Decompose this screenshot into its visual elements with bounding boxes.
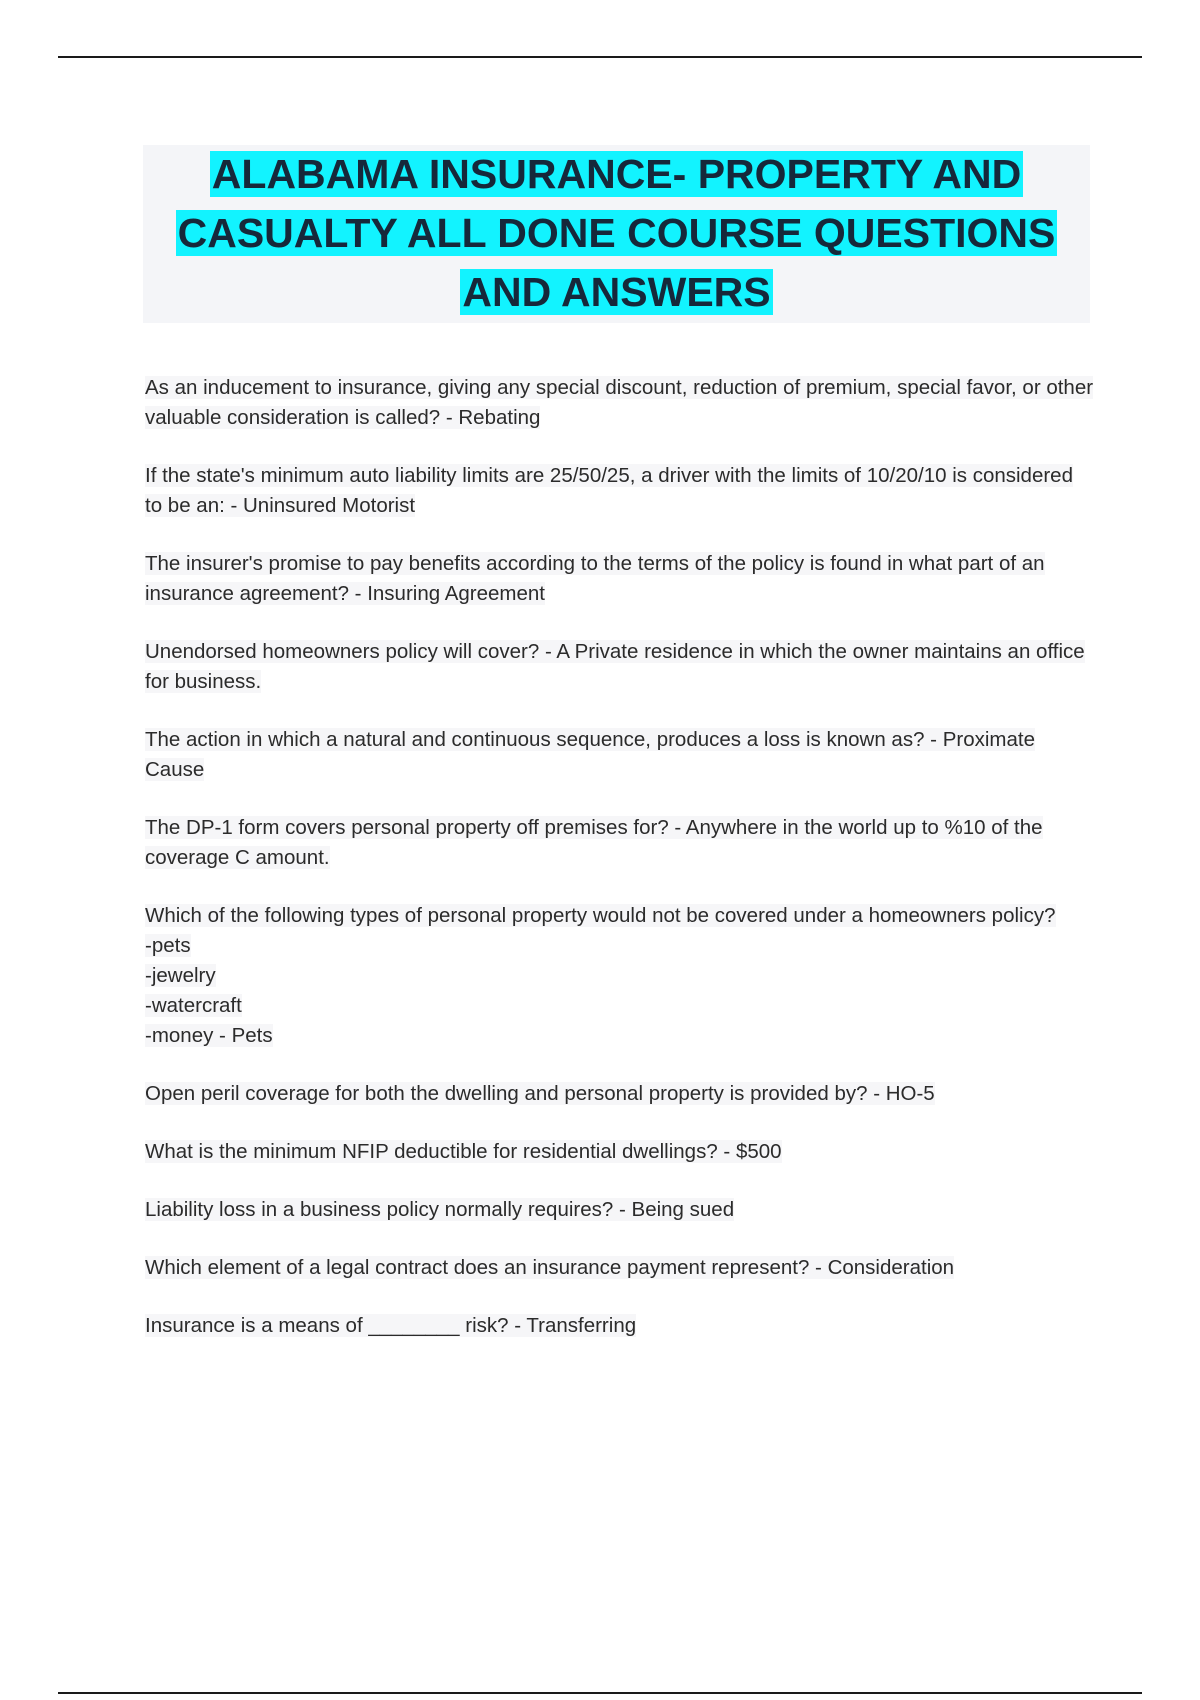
qa-item: If the state's minimum auto liability limits are 25/50/25, a driver with the limits of 10/20/10 is considered to be an: - Uninsured Motorist xyxy=(145,464,1073,517)
qa-item: The action in which a natural and continuous sequence, produces a loss is known as? - Proximate Cause xyxy=(145,728,1035,781)
qa-item: The DP-1 form covers personal property off premises for? - Anywhere in the world up to %10 of the coverage C amount. xyxy=(145,816,1043,869)
bottom-rule xyxy=(58,1692,1142,1694)
qa-item: Liability loss in a business policy normally requires? - Being sued xyxy=(145,1198,735,1221)
qa-item: As an inducement to insurance, giving any special discount, reduction of premium, special favor, or other valuable consideration is called? - Rebating xyxy=(145,376,1094,429)
qa-item: The insurer's promise to pay benefits according to the terms of the policy is found in what part of an insurance agreement? - Insuring Agreement xyxy=(145,552,1045,605)
qa-item: Open peril coverage for both the dwelling and personal property is provided by? - HO-5 xyxy=(145,1082,935,1105)
qa-item: Unendorsed homeowners policy will cover? - A Private residence in which the owner maintains an office for business. xyxy=(145,640,1085,693)
qa-item: Which of the following types of personal property would not be covered under a homeowners policy? -pets -jewelry -watercraft -money - Pets xyxy=(145,904,1056,1047)
document-title: ALABAMA INSURANCE- PROPERTY AND CASUALTY ALL DONE COURSE QUESTIONS AND ANSWERS xyxy=(177,151,1056,315)
qa-list xyxy=(145,373,1095,1369)
top-rule xyxy=(58,56,1142,58)
document-title-block xyxy=(143,145,1090,323)
qa-item: Insurance is a means of ________ risk? - Transferring xyxy=(145,1314,637,1337)
qa-item: What is the minimum NFIP deductible for residential dwellings? - $500 xyxy=(145,1140,782,1163)
qa-item: Which element of a legal contract does an insurance payment represent? - Consideration xyxy=(145,1256,955,1279)
